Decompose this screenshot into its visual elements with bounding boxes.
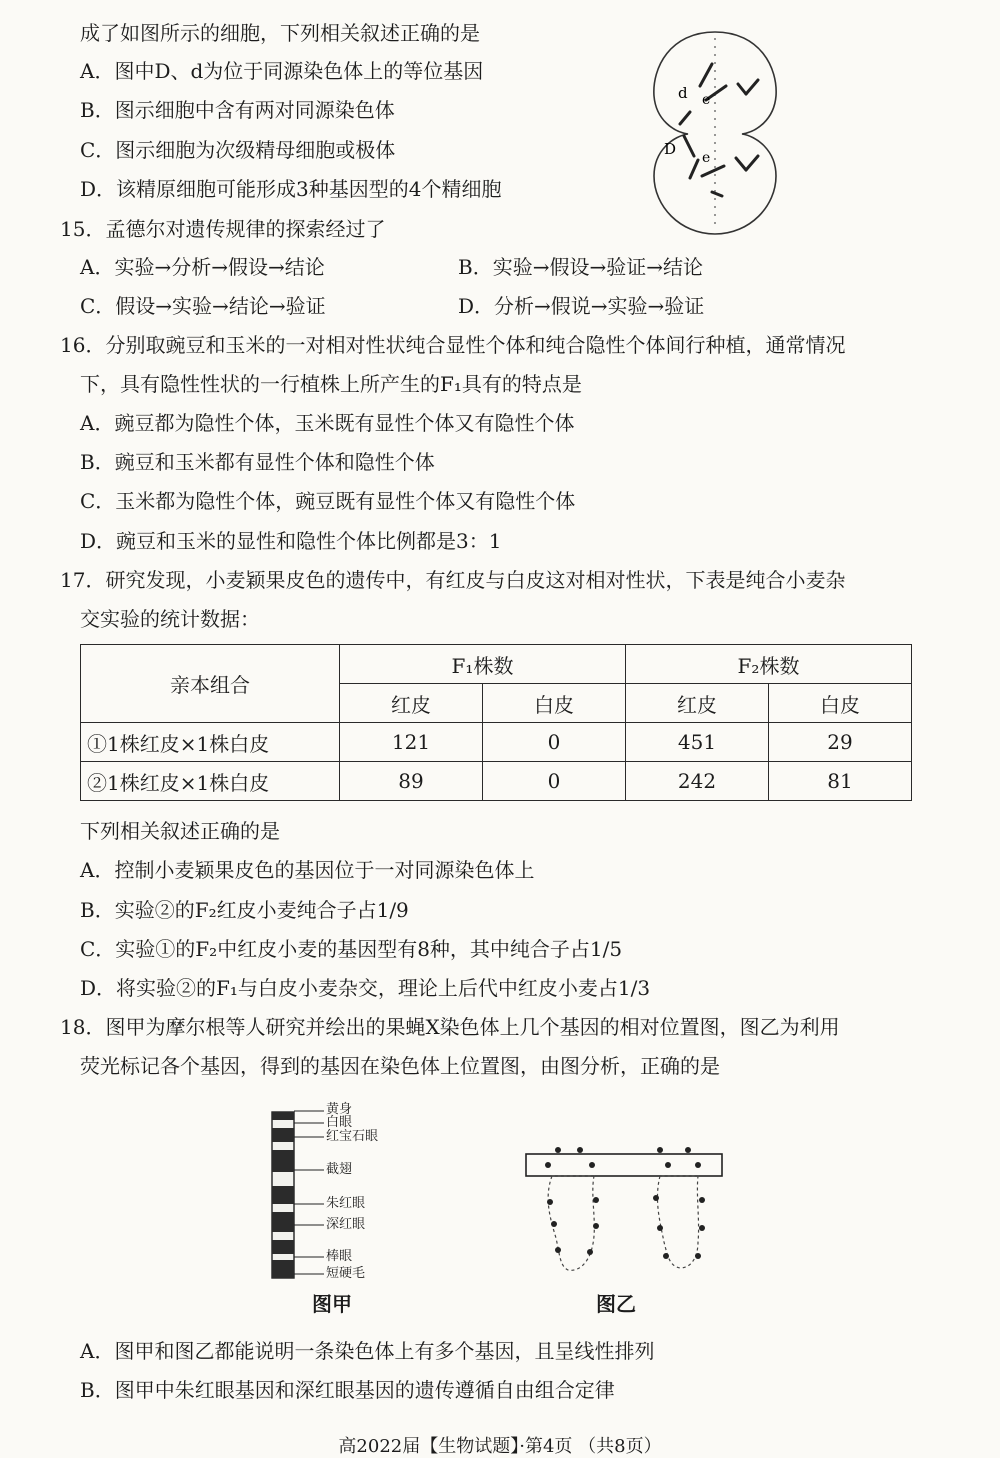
q17-option-c: C．实验①的F₂中红皮小麦的基因型有8种，其中纯合子占1/5 [80,937,623,961]
q14-stem-tail: 成了如图所示的细胞，下列相关叙述正确的是 [80,21,480,45]
cell-f1-white: 0 [483,723,626,762]
q16-option-c: C．玉米都为隐性个体，豌豆既有显性个体又有隐性个体 [80,489,576,513]
q14-cell-figure [640,28,790,238]
q14-option-d: D．该精原细胞可能形成3种基因型的4个精细胞 [80,177,502,201]
q14-label-D: D [664,140,677,158]
q16-stem-line1: 16．分别取豌豆和玉米的一对相对性状纯合显性个体和纯合隐性个体间行种植，通常情况 [60,333,846,357]
q16-stem-line2: 下，具有隐性性状的一行植株上所产生的F₁具有的特点是 [80,372,582,396]
q17-data-table [80,644,912,801]
q18-figure-a [270,1100,410,1285]
q14-option-b: B．图示细胞中含有两对同源染色体 [80,98,395,122]
table-row [81,762,912,801]
table-header-f2-white: 白皮 [769,684,912,723]
fig-b-caption: 图乙 [596,1292,636,1316]
q18-stem-line1: 18．图甲为摩尔根等人研究并绘出的果蝇X染色体上几个基因的相对位置图，图乙为利用 [60,1015,840,1039]
q15-option-d: D．分析→假说→实验→验证 [458,294,705,318]
q18-option-b: B．图甲中朱红眼基因和深红眼基因的遗传遵循自由组合定律 [80,1378,615,1402]
row-label: ②1株红皮×1株白皮 [81,762,340,801]
gene-label: 朱红眼 [326,1196,366,1211]
cell-f2-red: 242 [626,762,769,801]
fig-a-caption: 图甲 [312,1292,352,1316]
q17-stem-line2: 交实验的统计数据： [80,607,260,631]
gene-label: 红宝石眼 [326,1129,379,1144]
q17-stem-line1: 17．研究发现，小麦颖果皮色的遗传中，有红皮与白皮这对相对性状，下表是纯合小麦杂 [60,568,846,592]
q14-label-e-bottom: e [702,150,711,166]
table-header-f1-white: 白皮 [483,684,626,723]
q15-option-c: C．假设→实验→结论→验证 [80,294,326,318]
q14-label-d: d [678,84,688,102]
q16-option-b: B．豌豆和玉米都有显性个体和隐性个体 [80,450,435,474]
q17-option-a: A．控制小麦颖果皮色的基因位于一对同源染色体上 [80,858,535,882]
table-header-f1-red: 红皮 [340,684,483,723]
table-header-f2: F₂株数 [626,645,912,684]
cell-f2-white: 29 [769,723,912,762]
table-header-f2-red: 红皮 [626,684,769,723]
q18-figure-b [520,1138,730,1278]
q16-option-a: A．豌豆都为隐性个体，玉米既有显性个体又有隐性个体 [80,411,575,435]
gene-label: 短硬毛 [326,1266,366,1281]
table-header-f1: F₁株数 [340,645,626,684]
chromosome-bar [270,1100,330,1285]
q14-label-e-top: e [702,92,711,108]
page-footer: 高2022届【生物试题】·第4页 （共8页） [338,1436,662,1457]
gene-label: 黄身 [326,1102,353,1117]
row-label: ①1株红皮×1株白皮 [81,723,340,762]
table-row [81,723,912,762]
q17-ask: 下列相关叙述正确的是 [80,819,280,843]
cell-f1-white: 0 [483,762,626,801]
q15-stem: 15．孟德尔对遗传规律的探索经过了 [60,217,386,241]
q15-option-a: A．实验→分析→假设→结论 [80,255,325,279]
table-header-parents: 亲本组合 [81,645,340,723]
gene-label: 深红眼 [326,1217,366,1232]
cell-f2-red: 451 [626,723,769,762]
q15-option-b: B．实验→假设→验证→结论 [458,255,703,279]
q18-stem-line2: 荧光标记各个基因，得到的基因在染色体上位置图，由图分析，正确的是 [80,1054,720,1078]
cell-f2-white: 81 [769,762,912,801]
cell-f1-red: 89 [340,762,483,801]
q17-option-b: B．实验②的F₂红皮小麦纯合子占1/9 [80,898,409,922]
gene-label: 截翅 [326,1162,353,1177]
q14-option-a: A．图中D、d为位于同源染色体上的等位基因 [80,59,484,83]
q18-option-a: A．图甲和图乙都能说明一条染色体上有多个基因，且呈线性排列 [80,1339,655,1363]
q17-option-d: D．将实验②的F₁与白皮小麦杂交，理论上后代中红皮小麦占1/3 [80,976,651,1000]
q16-option-d: D．豌豆和玉米的显性和隐性个体比例都是3：1 [80,529,502,553]
gene-label: 棒眼 [326,1249,353,1264]
q14-option-c: C．图示细胞为次级精母细胞或极体 [80,138,396,162]
gene-label: 白眼 [326,1115,353,1130]
cell-f1-red: 121 [340,723,483,762]
